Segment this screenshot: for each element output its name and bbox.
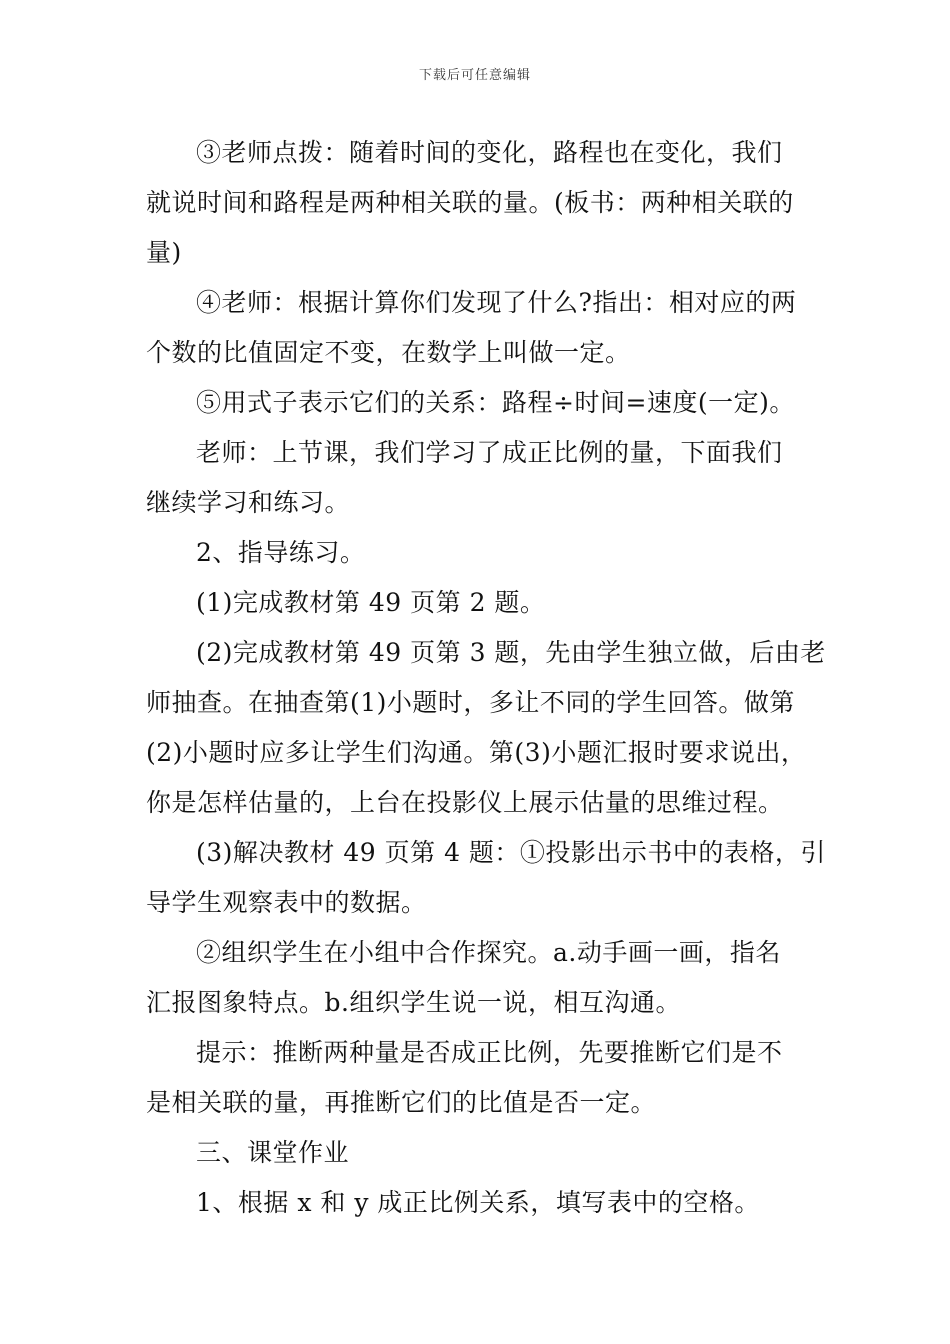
text-line: 量): [146, 238, 182, 267]
paragraph-teacher-question: [146, 278, 826, 378]
text-line: 汇报图象特点。b.组织学生说一说，相互沟通。: [146, 988, 681, 1017]
section-heading-homework: [146, 1128, 826, 1178]
text-line: 师抽查。在抽查第(1)小题时，多让不同的学生回答。做第: [146, 688, 795, 717]
text-line: (2)小题时应多让学生们沟通。第(3)小题汇报时要求说出，: [146, 738, 807, 767]
paragraph-teacher-guidance: [146, 128, 826, 278]
text-line: 继续学习和练习。: [146, 488, 351, 517]
text-line: 1、根据 x 和 y 成正比例关系，填写表中的空格。: [196, 1188, 760, 1217]
text-line: 是相关联的量，再推断它们的比值是否一定。: [146, 1088, 657, 1117]
paragraph-exercise-2: [146, 628, 826, 828]
section-heading-practice: [146, 528, 826, 578]
text-line: (3)解决教材 49 页第 4 题：①投影出示书中的表格，引: [196, 838, 826, 867]
paragraph-homework-1: [146, 1178, 826, 1228]
document-body: [146, 128, 826, 1228]
text-line: 老师：上节课，我们学习了成正比例的量，下面我们: [196, 438, 783, 467]
text-line: 导学生观察表中的数据。: [146, 888, 427, 917]
text-line: 三、课堂作业: [196, 1138, 350, 1167]
header-note: 下载后可任意编辑: [418, 68, 531, 83]
text-line: 个数的比值固定不变，在数学上叫做一定。: [146, 338, 631, 367]
paragraph-exercise-1: [146, 578, 826, 628]
paragraph-group-work: [146, 928, 826, 1028]
text-line: ③老师点拨：随着时间的变化，路程也在变化，我们: [196, 138, 783, 167]
paragraph-hint: [146, 1028, 826, 1128]
text-line: ⑤用式子表示它们的关系：路程÷时间=速度(一定)。: [196, 388, 795, 417]
paragraph-formula: [146, 378, 826, 428]
text-line: 就说时间和路程是两种相关联的量。(板书：两种相关联的: [146, 188, 794, 217]
text-line: 提示：推断两种量是否成正比例，先要推断它们是不: [196, 1038, 783, 1067]
text-line: ②组织学生在小组中合作探究。a.动手画一画，指名: [196, 938, 781, 967]
text-line: (1)完成教材第 49 页第 2 题。: [196, 588, 546, 617]
paragraph-teacher-review: [146, 428, 826, 528]
paragraph-exercise-3: [146, 828, 826, 928]
text-line: 2、指导练习。: [196, 538, 366, 567]
text-line: (2)完成教材第 49 页第 3 题，先由学生独立做，后由老: [196, 638, 826, 667]
text-line: 你是怎样估量的，上台在投影仪上展示估量的思维过程。: [146, 788, 784, 817]
text-line: ④老师：根据计算你们发现了什么?指出：相对应的两: [196, 288, 797, 317]
